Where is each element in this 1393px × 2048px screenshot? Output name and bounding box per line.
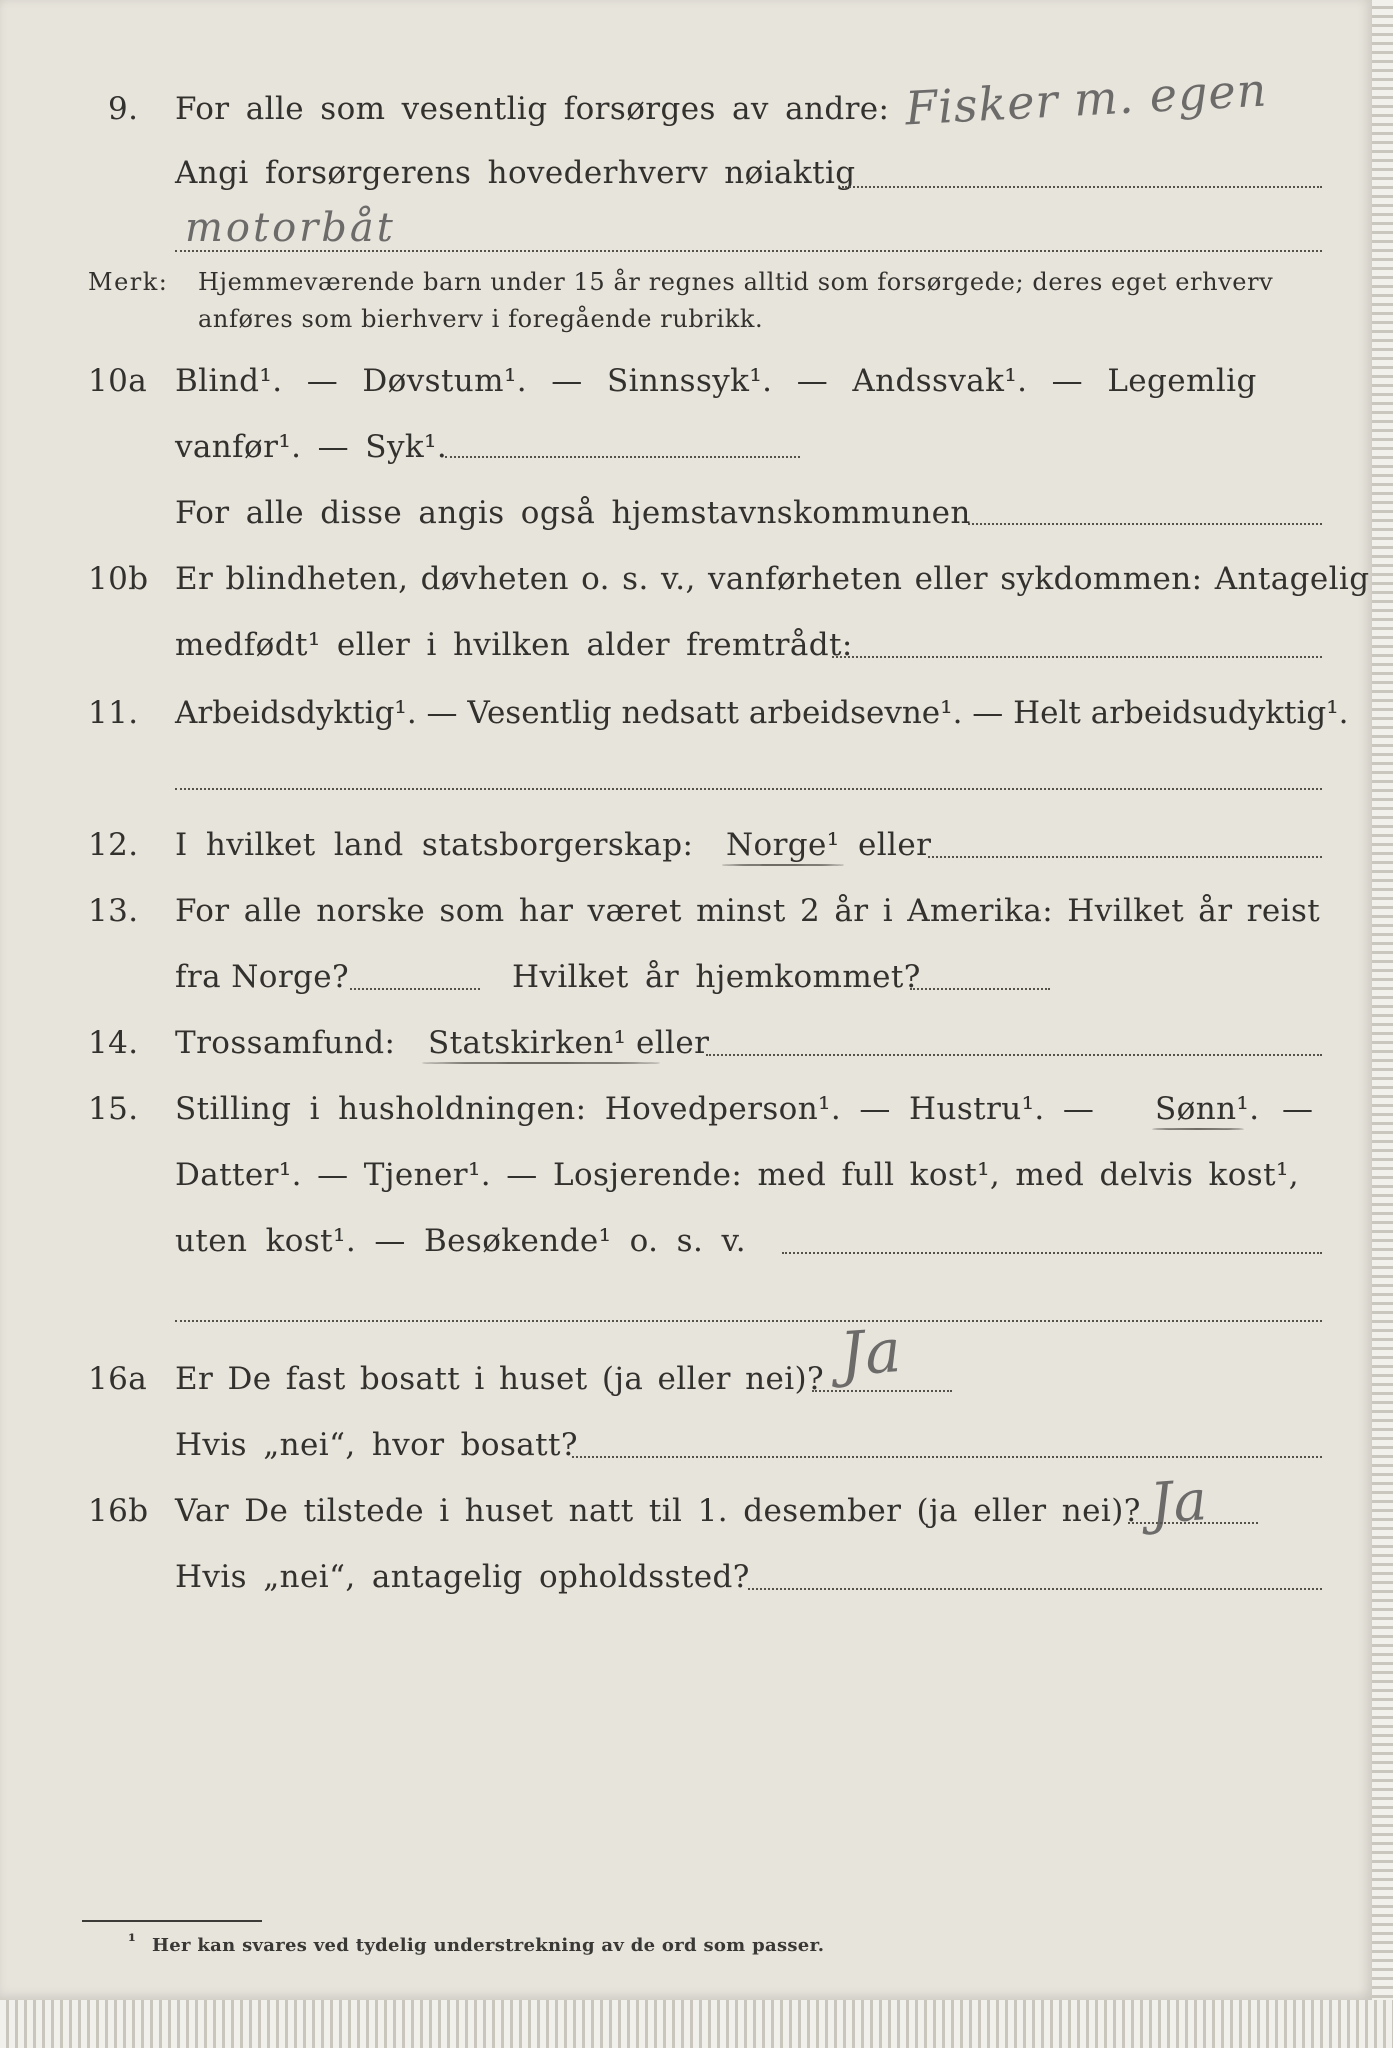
footnote-rule	[82, 1920, 262, 1922]
q16b-number: 16b	[88, 1493, 149, 1529]
q11-answer-line	[175, 788, 1322, 790]
q16a-line1: Er De fast bosatt i huset (ja eller nei)?	[175, 1361, 825, 1397]
q16b-opholdssted-line	[748, 1588, 1322, 1590]
q10a-kommune-line	[968, 523, 1322, 525]
q13-number: 13.	[88, 893, 139, 929]
q16a-answer-line	[812, 1390, 952, 1392]
q16a-handwritten-answer: Ja	[837, 1315, 905, 1391]
q15-answer-line	[782, 1252, 1322, 1254]
q16a-bosatt-line	[572, 1456, 1322, 1458]
q15-line1c: —	[1282, 1091, 1314, 1127]
q16a-number: 16a	[88, 1361, 148, 1397]
merk-label: Merk:	[88, 268, 169, 296]
merk-line1: Hjemmeværende barn under 15 år regnes alltid som forsørgede; deres eget erhverv	[198, 268, 1274, 296]
q10a-line3: For alle disse angis også hjemstavnskommunen	[175, 495, 971, 531]
q14-suffix: eller	[636, 1025, 710, 1061]
q10b-number: 10b	[88, 561, 149, 597]
q12-suffix: eller	[858, 827, 932, 863]
q9-number: 9.	[108, 91, 139, 127]
q13-line2a: fra Norge?	[175, 959, 350, 995]
q10b-line1: Er blindheten, døvheten o. s. v., vanførheten eller sykdommen: Antagelig	[175, 561, 1370, 597]
q16b-line2: Hvis „nei“, antagelig opholdssted?	[175, 1559, 750, 1595]
q14-underlined-statskirken: Statskirken¹	[428, 1025, 627, 1061]
q12-prefix: I hvilket land statsborgerskap:	[175, 827, 694, 863]
q11-number: 11.	[88, 695, 139, 731]
q14-number: 14.	[88, 1025, 139, 1061]
q13-line2b: Hvilket år hjemkommet?	[512, 959, 921, 995]
q9-line2: Angi forsørgerens hovederhverv nøiaktig	[175, 155, 856, 191]
q15-line3: uten kost¹. — Besøkende¹ o. s. v.	[175, 1223, 746, 1259]
q16b-answer-line	[1128, 1522, 1258, 1524]
q16b-line1: Var De tilstede i huset natt til 1. desember (ja eller nei)?	[175, 1493, 1141, 1529]
q15-underlined-sonn: Sønn¹.	[1155, 1091, 1260, 1127]
q13-line1: For alle norske som har været minst 2 år i Amerika: Hvilket år reist	[175, 893, 1321, 929]
q12-underlined-norge: Norge¹	[726, 827, 840, 863]
q10a-number: 10a	[88, 363, 148, 399]
merk-line2: anføres som bierhverv i foregående rubrikk.	[198, 305, 764, 333]
q15-extra-line	[175, 1320, 1322, 1322]
q10b-alder-line	[832, 656, 1322, 658]
q10a-line1: Blind¹. — Døvstum¹. — Sinnssyk¹. — Andssvak¹. — Legemlig	[175, 363, 1257, 399]
q10a-syk-line	[445, 456, 800, 458]
q13-reist-line	[350, 988, 480, 990]
q12-answer-line	[928, 856, 1322, 858]
q15-number: 15.	[88, 1091, 139, 1127]
q14-underline-stroke	[422, 1062, 660, 1064]
q9-handwritten-answer2: motorbåt	[185, 205, 396, 251]
q14-prefix: Trossamfund:	[175, 1025, 396, 1061]
q12-number: 12.	[88, 827, 139, 863]
q15-line2: Datter¹. — Tjener¹. — Losjerende: med full kost¹, med delvis kost¹,	[175, 1157, 1300, 1193]
q9-handwritten-answer1: Fisker m. egen	[903, 62, 1269, 136]
footnote-marker: ¹	[128, 1931, 137, 1952]
q9-answer-line2	[175, 250, 1322, 252]
q9-answer-line1	[842, 186, 1322, 188]
q12-underline-stroke	[722, 864, 844, 866]
q14-answer-line	[706, 1054, 1322, 1056]
q9-line1: For alle som vesentlig forsørges av andre:	[175, 91, 890, 127]
q16a-line2: Hvis „nei“, hvor bosatt?	[175, 1427, 578, 1463]
footnote-text: Her kan svares ved tydelig understrekning av de ord som passer.	[152, 1935, 825, 1956]
q16b-handwritten-answer: Ja	[1147, 1468, 1211, 1537]
q10b-line2: medfødt¹ eller i hvilken alder fremtrådt:	[175, 627, 853, 663]
q13-hjemkommet-line	[910, 988, 1050, 990]
scan-edge-right	[1372, 0, 1393, 2048]
q15-underline-stroke	[1152, 1128, 1244, 1130]
q11-line1: Arbeidsdyktig¹. — Vesentlig nedsatt arbeidsevne¹. — Helt arbeidsudyktig¹.	[175, 695, 1349, 731]
q15-line1a: Stilling i husholdningen: Hovedperson¹. — Hustru¹. —	[175, 1091, 1095, 1127]
scan-edge-bottom	[0, 2000, 1393, 2048]
q10a-line2: vanfør¹. — Syk¹.	[175, 429, 448, 465]
